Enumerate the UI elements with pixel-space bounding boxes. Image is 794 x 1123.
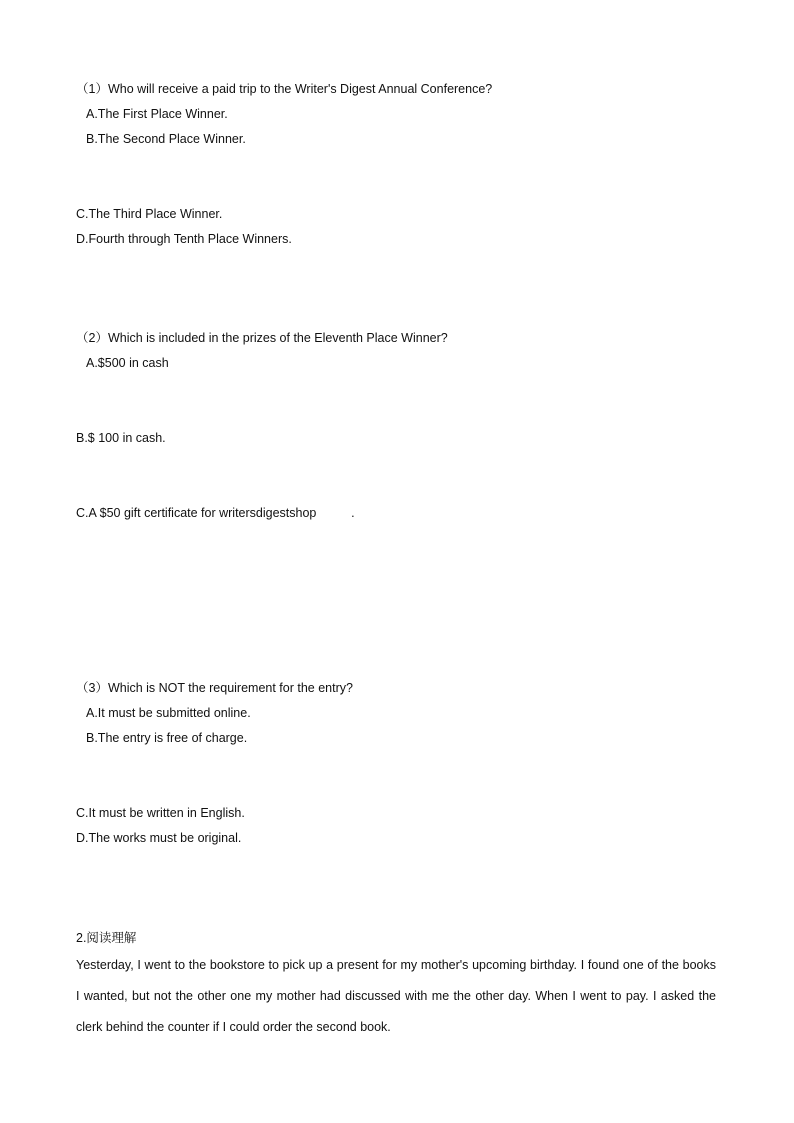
q1-option-a: A.The First Place Winner.	[86, 107, 228, 121]
q1-option-c: C.The Third Place Winner.	[76, 207, 223, 221]
q3-option-d: D.The works must be original.	[76, 831, 242, 845]
q3-option-a: A.It must be submitted online.	[86, 706, 251, 720]
q1-option-b: B.The Second Place Winner.	[86, 132, 246, 146]
q2-option-c: C.A $50 gift certificate for writersdigestshop .	[76, 506, 355, 520]
q1-option-d: D.Fourth through Tenth Place Winners.	[76, 232, 292, 246]
q3-option-c: C.It must be written in English.	[76, 806, 245, 820]
section-2-heading: 2.阅读理解	[76, 931, 137, 945]
q3-option-b: B.The entry is free of charge.	[86, 731, 248, 745]
question-3: （3）Which is NOT the requirement for the entry?	[76, 681, 353, 695]
q2-option-b: B.$ 100 in cash.	[76, 431, 166, 445]
reading-passage: Yesterday, I went to the bookstore to pick up a present for my mother's upcoming birthday. I found one of the books I wanted, but not the other one my mother had discussed with me the other day. When I went to pay. I asked the clerk behind the counter if I could order the second book.	[76, 958, 716, 1034]
q2-option-a: A.$500 in cash	[86, 356, 169, 370]
question-1: （1）Who will receive a paid trip to the Writer's Digest Annual Conference?	[76, 82, 493, 96]
question-2: （2）Which is included in the prizes of the Eleventh Place Winner?	[76, 331, 448, 345]
